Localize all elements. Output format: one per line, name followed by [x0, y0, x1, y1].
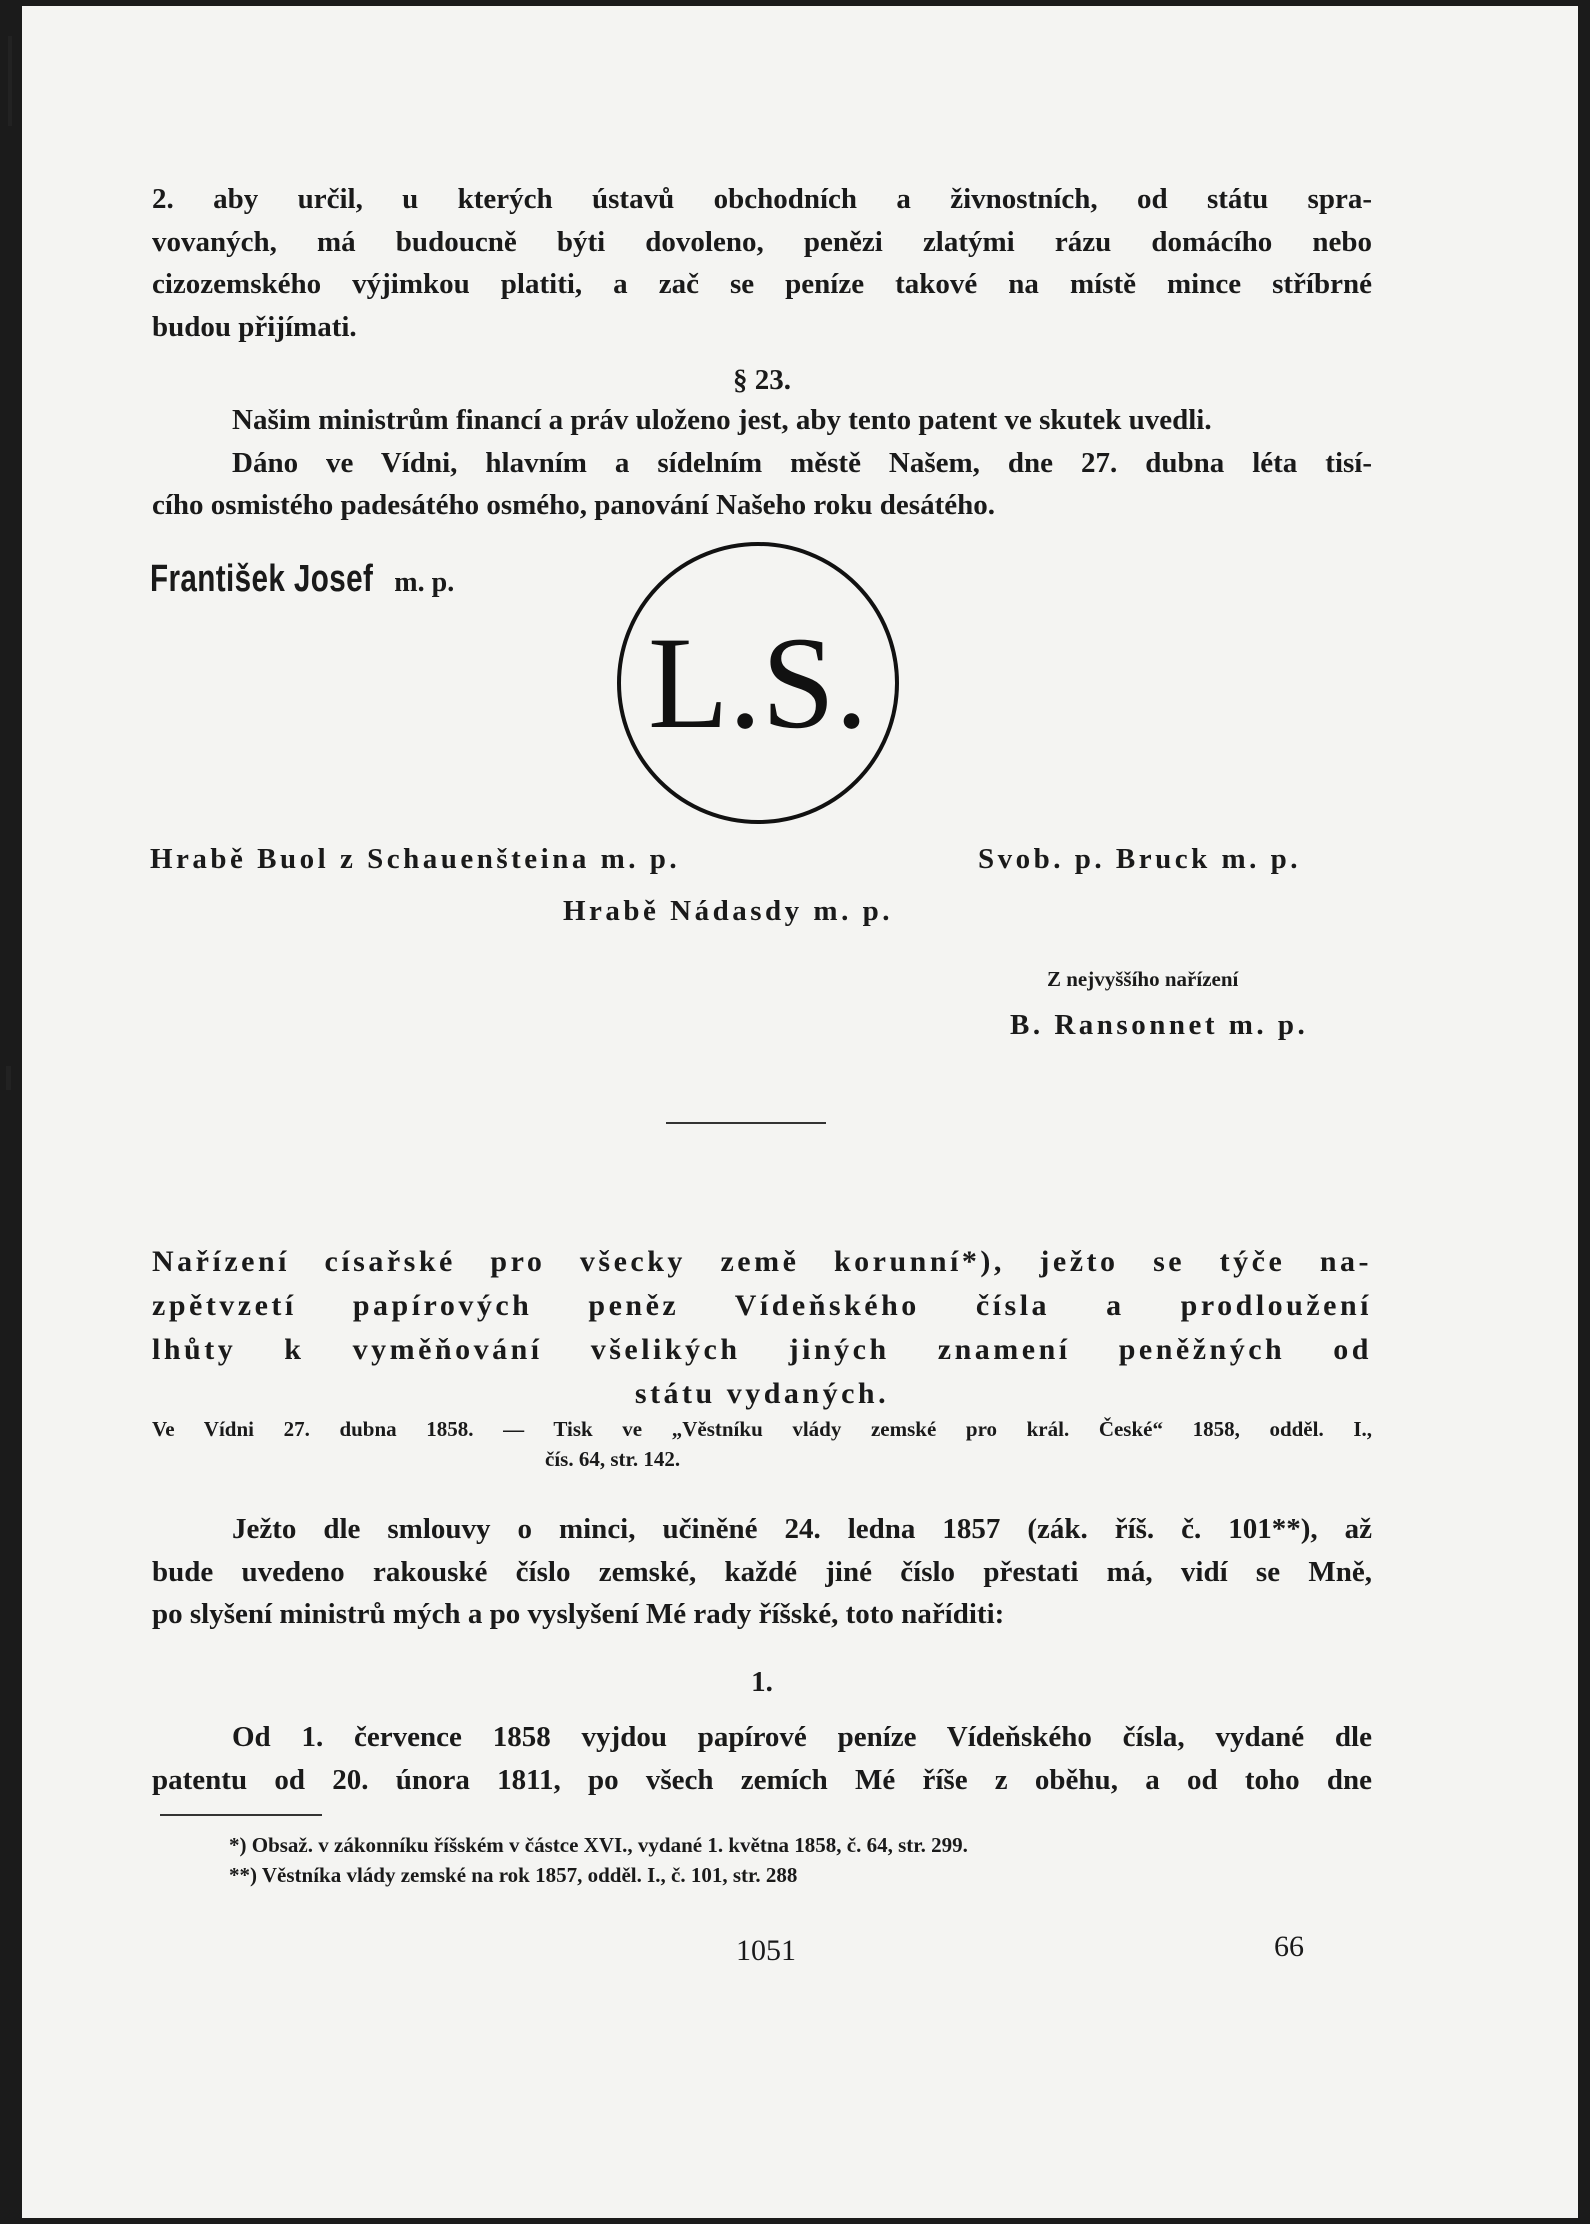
dateline-line: Ve Vídni 27. dubna 1858. — Tisk ve „Věstníku vlády zemské pro král. České“ 1858, odděl. I.,: [152, 1417, 1372, 1441]
title-line: Nařízení císařské pro všecky země korunní*), ježto se týče na-: [152, 1245, 1372, 1278]
divider: [666, 1122, 826, 1124]
text-line: 2. aby určil, u kterých ústavů obchodních a živnostních, od státu spra-: [152, 183, 1372, 215]
footnotes: [229, 1830, 968, 1890]
title-line: státu vydaných.: [634, 1377, 890, 1410]
signature-emperor: [150, 558, 454, 605]
signature-mp: m. p.: [394, 567, 455, 598]
text-line: vovaných, má budoucně býti dovoleno, penězi zlatými rázu domácího nebo: [152, 225, 1372, 258]
page-number: 1051: [736, 1934, 796, 1967]
dateline: [152, 1414, 1372, 1474]
decree-title: [152, 1240, 1372, 1416]
signature-nadasdy: Hrabě Nádasdy m. p.: [563, 895, 893, 927]
title-line: lhůty k vyměňování všelikých jiných znamení peněžných od: [152, 1333, 1372, 1366]
footnote: *) Obsaž. v zákonníku říšském v částce XVI., vydané 1. května 1858, č. 64, str. 299.: [229, 1833, 968, 1857]
seal-ls: L.S.: [617, 542, 899, 824]
signature-name: František Josef: [150, 558, 374, 600]
signature-ransonnet: B. Ransonnet m. p.: [1010, 1009, 1309, 1041]
document-page: [22, 6, 1578, 2218]
section-23-text: [152, 399, 1372, 527]
title-line: zpětvzetí papírových peněz Vídeňského čísla a prodloužení: [152, 1289, 1372, 1322]
scan-mark: [6, 1066, 11, 1090]
text-line: cizozemského výjimkou platiti, a zač se peníze takové na místě mince stříbrné: [152, 268, 1372, 300]
decree-preamble: [152, 1508, 1372, 1636]
signature-bruck: Svob. p. Bruck m. p.: [978, 843, 1302, 875]
text-line: po slyšení ministrů mých a po vyslyšení Mé rady říšské, toto naříditi:: [152, 1598, 1005, 1630]
paragraph-item-2: [152, 178, 1372, 348]
section-heading: § 23.: [733, 364, 791, 396]
text-line: Ježto dle smlouvy o minci, učiněné 24. ledna 1857 (zák. říš. č. 101**), až: [232, 1513, 1372, 1545]
text-line: Od 1. července 1858 vyjdou papírové peníze Vídeňského čísla, vydané dle: [232, 1721, 1372, 1753]
text-line: budou přijímati.: [152, 310, 357, 343]
article-number: 1.: [751, 1666, 773, 1698]
sheet-number: 66: [1274, 1930, 1304, 1963]
footnote: **) Věstníka vlády zemské na rok 1857, odděl. I., č. 101, str. 288: [229, 1863, 798, 1887]
signature-buol: Hrabě Buol z Schauenšteina m. p.: [150, 843, 681, 875]
order-label: Z nejvyššího nařízení: [1047, 967, 1239, 991]
text-line: cího osmistého padesátého osmého, panování Našeho roku desátého.: [152, 489, 995, 521]
article-1-text: [152, 1716, 1372, 1801]
text-line: Našim ministrům financí a práv uloženo jest, aby tento patent ve skutek uvedli.: [232, 404, 1212, 436]
text-line: Dáno ve Vídni, hlavním a sídelním městě Našem, dne 27. dubna léta tisí-: [232, 446, 1372, 479]
text-line: patentu od 20. února 1811, po všech zemích Mé říše z oběhu, a od toho dne: [152, 1763, 1372, 1796]
scan-mark: [8, 36, 12, 126]
footnote-divider: [160, 1814, 322, 1816]
text-line: bude uvedeno rakouské číslo zemské, každé jiné číslo přestati má, vidí se Mně,: [152, 1555, 1372, 1588]
dateline-line: čís. 64, str. 142.: [545, 1447, 681, 1471]
